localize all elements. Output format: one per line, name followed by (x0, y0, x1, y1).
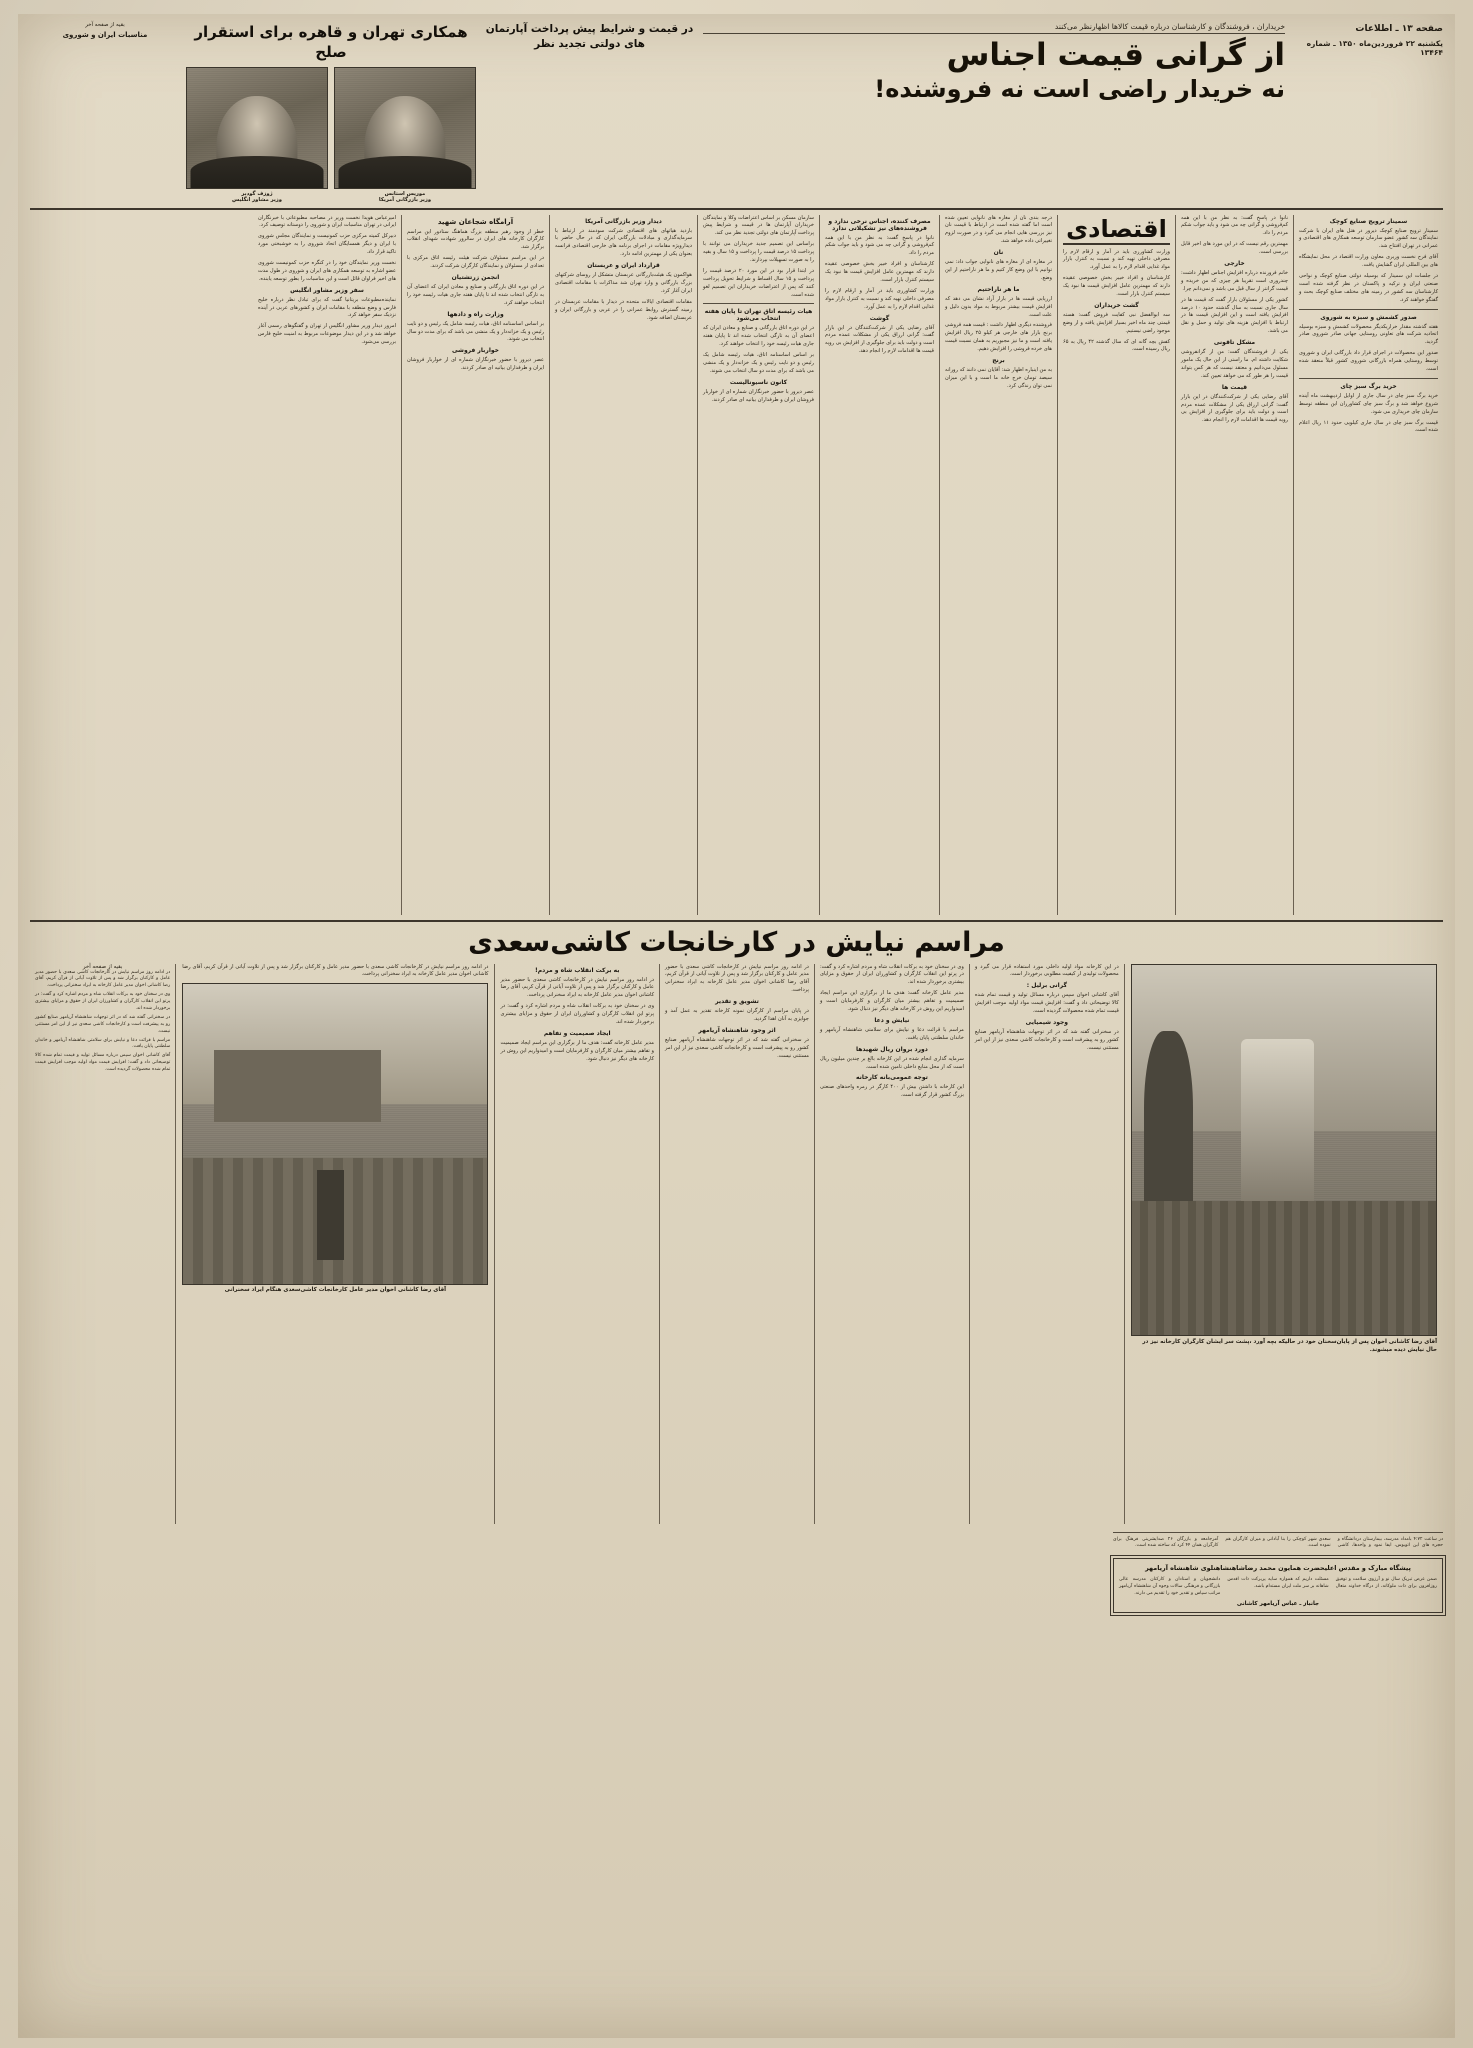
main-article-grid (30, 215, 1443, 915)
section2-grid (30, 964, 1443, 1524)
econ-consumer-heading: مصرف کننده، اجناس نرخی ندارد و فروشنده‌های نیز تشکیلاتی ندارد (828, 217, 931, 232)
shahid-body: خطر از وجود رهبر منطقه بزرگ هماهنگ ستادور این مراسم کارگران کارخانه های ایران در سالروز شهادت شهدای انقلاب برگزار شد. در این مراسم مسئولان شرکت هیئت رئیسه اتاق مرکزی با تعدادی از مسئولان و نمایندگان کارگران شرکت کردند. (407, 228, 544, 270)
s2c1-body: در این کارخانه مواد اولیه داخلی مورد استفاده قرار می گیرد و محصولات تولیدی از کیفیت مطلوبی برخوردار است. (974, 963, 1119, 978)
khbar-heading: خواربار فروشی (451, 347, 499, 355)
factory-figure (317, 1170, 344, 1260)
seminar-body: سمینار ترویج صنایع کوچک دیروز در هتل های ایران با شرکت نمایندگان سه کشور عضو سازمان توسعه همکاری های اقتصادی و عمرانی در تهران افتتاح شد. آقای فرح نخست وزیری معاون وزارت اقتصاد در محل نمایشگاه های بین المللی ایران گشایش یافت. در جلسات این سمینار که بوسیله دولتی صنایع کوچک و نواحی صنعتی ایران و ترکیه و پاکستان در نظر گرفته شده است کارشناسان سه کشور در زمینه های مختلف صنایع کوچک بحث و گفتگو خواهند کرد. (1299, 227, 1438, 303)
econ-taghuni-heading: مشکل تاقونی (1213, 339, 1256, 347)
zartoshtian-body: در این دوره اتاق بازرگانی و صنایع و معادن ایران که اعضای آن به تازگی انتخاب شده اند تا پایان هفته جاری هیات رئیسه خود را انتخاب خواهند کرد. (407, 283, 544, 306)
column-econ-3 (939, 215, 1057, 915)
ceremony-photo (1131, 964, 1437, 1336)
divider (1299, 378, 1438, 379)
s2-dorud-heading: دورد بروان ریال شهیدها (855, 1045, 928, 1053)
issue-date: یکشنبه ۲۲ فروردین‌ماه ۱۳۵۰ ـ شماره ۱۳۴۶۴ (1306, 39, 1443, 58)
main-headline: از گرانی قیمت اجناس (946, 37, 1285, 73)
congrats-title: پیشگاه مبارک و مقدس اعلیحضرت همایون محمد رضاشاهنشاهنلوی شاهنشاه آریامهر (1145, 1563, 1411, 1572)
shahid-heading: آرامگاه شجاعان شهید (437, 217, 514, 226)
section2-col-1 (969, 964, 1124, 1524)
relations-title: مناسبات ایران و شوروی (62, 31, 148, 39)
s2-tavajoh-heading: توجه عمومی‌بانه کارخانه (855, 1074, 928, 1082)
s2-barekat-heading: به برکت انقلاب شاه و مردم! (535, 966, 620, 974)
rah-body: بر اساس اساسنامه اتاق، هیات رئیسه شامل یک رئیس و دو نایب رئیس و یک خزانه‌دار و یک منشی می باشد که برای مدت دو سال انتخاب می شوند. (407, 320, 544, 343)
section2-col-2 (814, 964, 969, 1524)
column-econ-1 (1175, 215, 1293, 915)
s2c3-body2: در پایان مراسم از کارگران نمونه کارخانه تقدیر به عمل آمد و جوایزی به آنان اهدا گردید. (665, 1008, 809, 1022)
s2-asar-heading: اثر وجود شاهنشاه آریامهر (698, 1026, 776, 1034)
portrait-photo-2 (186, 67, 328, 189)
factory-building (214, 1050, 381, 1122)
factory-photo (182, 983, 488, 1285)
bottom-spacer (30, 1528, 1107, 1613)
s2-tashvigh-heading: تشویق و تقدیر (715, 998, 759, 1006)
s2c4-body: در ادامه روز مراسم نیایش در کارخانجات کاشی سعدی با حضور مدیر عامل و کارکنان برگزار شد و پس از تلاوت آیاتی از قرآن کریم، آقای رضا کاشانی اخوان مدیر عامل کارخانه به ایراد سخنرانی پرداخت. وی در سخنان خود به برکات انقلاب شاه و مردم اشاره کرد و گفت: در پرتو این انقلاب کارگران و کشاورزان ایران از حقوق و مزایای بیشتری برخوردار شده اند. (500, 976, 655, 1025)
bazargani-body: بازدید هیاتهای های اقتصادی شرکت سودمند در ارتباط با سرمایه‌گذاری و مبادلات بازرگانی ایران که در حال حاضر با دیدارویژه مقامات در اجرای برنامه های خارجی اقتصادی فرانسه بعنوان یکی از مهمترین ادامه دارد. (555, 227, 692, 258)
apartment-body: سازمان مسکن بر اساس اعتراضات وکلا و نمایندگان خریداران آپارتمان ها در قیمت و شرایط پیش پرداخت آپارتمان های دولتی تجدید نظر می کند. براساس این تصمیم جدید خریداران می توانند با پرداخت ۱۵ درصد قیمت را پرداخت و ۱۵ سال و بقیه را به صورت تسهیلات بپردازند. در ابتدا قرار بود در این مورد ۲۰ درصد قیمت را پرداخت و ۱۵ سال اقساط و شرایط تحویل پرداخت کنند که پس از اعتراضات خریداران این تصمیم لغو شده است. (703, 214, 815, 298)
s2c1-body2: آقای کاشانی اخوان سپس درباره مسائل تولید و قیمت تمام شده کالا توضیحاتی داد و گفت: افزایش قیمت مواد اولیه موجب افزایش قیمت تمام شده محصولات گردیده است. (974, 992, 1119, 1015)
econ-meat-body: آقای رضایی یکی از شرکت‌کنندگان در این بازار گفت: گرانی ارزاق یکی از مشکلات عمده مردم است و دولت باید برای جلوگیری از افزایش بی رویه قیمت ها اقدامات لازم را انجام دهد. (825, 324, 934, 355)
photo-carpet (1132, 1201, 1436, 1334)
econ-taghuni-body: یکی از فروشندگان گفت: من از گرانفروشی شکایت داشته ام. ما راستی از این حال یک مامور مسئول می‌دانیم و معتقد نیست که هر کس بتواند قیمت را هر طور که می خواهد تعیین کند. (1181, 349, 1288, 379)
column-econ-2 (1057, 215, 1175, 915)
congrats-body: ضمن عرض تبریک سال نو و آرزوی سلامت و توفیق روزافزون برای ذات ملوکانه، از درگاه خداوند متعال مسئلت داریم که همواره سایه پربرکت ذات اقدس شاهانه بر سر ملت ایران مستدام باشد. دانشجویان و استادان و کارکنان مدرسه عالی بازرگانی و فرهنگی سالات وجوه آن شاهنشاه آریامهر مراتب سپاس و تقدیر خود را تقدیم می دارند. (1119, 1577, 1437, 1597)
s2c1-body3: در سخنرانی گفته شد که در اثر توجهات شاهنشاه آریامهر صنایع کشور رو به پیشرفت است و کارخانجات کاشی سعدی نیز از این امر مستثنی نیست. (974, 1028, 1119, 1051)
econ-consumer-body: نانوا در پاسخ گفت: به نظر من با این همه کم‌فروشی و گرانی چه می شود و باید جواب شکم مردم را داد. کارشناسان و افراد خبیر بخش خصوصی عقیده دارند که مهمترین عامل افزایش قیمت ها نبود یک سیستم کنترل بازار است. وزارت کشاورزی باید در آمار و ارقام لازم را مصرفی داخلی تهیه کند و نسبت به کنترل بازار مواد غذایی اقدام لازم را به عمل آورد. (825, 234, 934, 310)
masthead-center (703, 22, 1285, 203)
econ-bread-body: در مغازه ای از مغازه های نانوایی جواب داد: نمی توانیم با این وضع کار کنیم و ما هر ناراحتیم از این وضع. (945, 259, 1052, 281)
portrait-caption-2: ژوزف گودبر وزیر مشاور انگلیس (232, 190, 282, 203)
econ-prices-body: آقای رضایی یکی از شرکت‌کنندگان در این بازار گفت: گرانی ارزاق یکی از مشکلات عمده مردم است و دولت باید برای جلوگیری از افزایش بی رویه قیمت ها اقدامات لازم را انجام دهد. (1181, 393, 1288, 424)
column-shahid (401, 215, 549, 915)
divider (703, 303, 814, 304)
econ-bread-heading: نان (993, 249, 1004, 257)
saudi-body: هواکمون یک هیئت‌بازرگانی عربستان متشکل از روسای شرکتهای بزرگ بازرگانی و وارد تهران شد مذاکرات با مقامات اقتصادی ایران آغاز کرد. مقامات اقتصادی ایالات متحده در دیدار با مقامات عربستان در زمینه گسترش روابط عمرانی را در عربی و بازرگانی ایران و عربستان اضافه شود. (555, 272, 692, 321)
econ-rice-heading: برنج (992, 356, 1005, 364)
econ-narahat-heading: ما هر ناراحتیم (977, 285, 1020, 293)
rah-heading: وزارت راه و دادهها (447, 310, 504, 318)
congrats-signature: جانباز ـ عباس آریامهر کاشانی (1236, 1600, 1320, 1607)
s2-shimi-heading: وجود شیمیایی (1025, 1018, 1069, 1026)
masthead-divider (30, 208, 1443, 210)
photo-speaker (1241, 1039, 1314, 1209)
s2c2-body: وی در سخنان خود به برکات انقلاب شاه و مردم اشاره کرد و گفت: در پرتو این انقلاب کارگران و کشاورزان ایران از حقوق و مزایای بیشتری برخوردار شده اند. مدیر عامل کارخانه گفت: هدف ما از برگزاری این مراسم ایجاد صمیمیت و تفاهم بیشتر میان کارگران و کارفرمایان است و امیدواریم این روش در کارخانه های دیگر نیز دنبال شود. (819, 963, 964, 1012)
s2-far-right-body: در ادامه روز مراسم نیایش در کارخانجات کاشی سعدی با حضور مدیر عامل و کارکنان برگزار شد و پس از تلاوت آیاتی از قرآن کریم، آقای رضا کاشانی اخوان مدیر عامل کارخانه به ایراد سخنرانی پرداخت. وی در سخنان خود به برکات انقلاب شاه و مردم اشاره کرد و گفت: در پرتو این انقلاب کارگران و کشاورزان ایران از حقوق و مزایای بیشتری برخوردار شده اند. در سخنرانی گفته شد که در اثر توجهات شاهنشاه آریامهر صنایع کشور رو به پیشرفت است و کارخانجات کاشی سعدی نیز از این امر مستثنی نیست. مراسم با قرائت دعا و نیایش برای سلامتی شاهنشاه آریامهر و خاندان سلطنتی پایان یافت. آقای کاشانی اخوان سپس درباره مسائل تولید و قیمت تمام شده کالا توضیحاتی داد و گفت: افزایش قیمت مواد اولیه موجب افزایش قیمت تمام شده محصولات گردیده است. (35, 969, 171, 1073)
portrait-photo-1 (334, 67, 476, 189)
photo-tree (1144, 1031, 1193, 1223)
bazargani-heading: دیدار وزیر بازرگانی آمریکا (585, 217, 662, 225)
kanoon-body: عصر دیروز با حضور خبرنگاران شماره ای از خواربار فروشان ایران و طرفداران بیانیه ای صادر کردند. (703, 388, 814, 403)
main-subheadline: نه خریدار راضی است نه فروشنده! (874, 75, 1285, 103)
s2c3-body: در ادامه روز مراسم نیایش در کارخانجات کاشی سعدی با حضور مدیر عامل و کارکنان برگزار شد و پس از تلاوت آیاتی از قرآن کریم، آقای رضا کاشانی اخوان مدیر عامل کارخانه به ایراد سخنرانی پرداخت. (665, 963, 809, 994)
section2-col-3 (659, 964, 814, 1524)
ceremony-photo-caption: آقای رضا کاشانی اخوان پس از پایان‌سخنان خود در حالیکه بچه آورد ،پشت سر ایشان کارگران کارخانه نیز در حال نیایش دیده میشوند. (1142, 1338, 1437, 1354)
column-relations (253, 215, 401, 915)
column-sabt (1293, 215, 1443, 915)
s2c3-body3: در سخنرانی گفته شد که در اثر توجهات شاهنشاه آریامهر صنایع کشور رو به پیشرفت است و کارخانجات کاشی سعدی نیز از این امر مستثنی نیست. (665, 1036, 809, 1059)
section-divider (30, 920, 1443, 922)
s2c2-body3: سرمایه گذاری انجام شده در این کارخانه بالغ بر چندین میلیون ریال است که از محل منابع داخلی تامین شده است. (819, 1055, 964, 1070)
econ-rice-body: به من اینباره اظهار شد: آقایان نمی دانند که روزانه سیصد تومان خرج خانه ما است و با این میزان نمی توان زندگی کرد. (945, 366, 1052, 389)
section2-photo-right (175, 964, 494, 1524)
economy-section-title: اقتصادی (1063, 215, 1170, 245)
raisins-heading: صدور کشمش و سبزه به شوروی (1320, 313, 1417, 321)
s2c2-body2: مراسم با قرائت دعا و نیایش برای سلامتی شاهنشاه آریامهر و خاندان سلطنتی پایان یافت. (819, 1026, 964, 1041)
kanoon-heading: کانون ناسیونالیست (729, 378, 788, 386)
portrait-shoulders-2 (191, 156, 324, 187)
heyat-heading: هیات رئیسه اتاق تهران تا پایان هفته انتخاب می‌شود (704, 308, 813, 323)
divider (1113, 1532, 1443, 1533)
column-econ-4 (819, 215, 939, 915)
econ-foreign-body: خانم فروزنده درباره افزایش اجناس اظهار داشت: چندروزی است تقریبا هر چیزی که من خریده و قیمت گرانتر از سال قبل می باشد و نمی‌دانم چرا. کشور یکی از مسئولان بازار گفت که قیمت ها در سال جاری نسبت به سال گذشته حدود ۱۰ درصد افزایش یافته است و این افزایش قیمت ها در ارتباط با افزایش هزینه های تولید و حمل و نقل می باشد. (1181, 269, 1288, 335)
econ3-body: درجه بندی نان از مغازه های نانوایی تعیین شده است اما گفته شده است در ارتباط با قیمت نان نیز بررسی هایی انجام می گیرد و در صورت لزوم تغییراتی داده خواهد شد. (945, 214, 1052, 245)
page-label: صفحه ۱۳ ـ اطلاعات (1355, 24, 1443, 34)
raisins-body: هفته گذشته مقدار خرازیکدیگر محصولات کشمش و سبزه بوسیله اتحادیه شرکت های تعاونی روستایی جهانی صادر شوروی صادر گردید. صدور این محصولات در اجرای قرار داد بازرگانی ایران و شوروی توسط روستایی همراه بازرگانی شوروی کشور قبلاً منعقد شده است. (1299, 323, 1438, 372)
uk-minister-body: نماینده‌مطبوعات بریتانیا گفت که برای تبادل نظر درباره خلیج فارس و وضع منطقه با مقامات ایران و کشورهای عربی در آینده نزدیک سفر خواهد کرد. امروز دیدار وزیر مشاور انگلیس از تهران و گفتگوهای رسمی آغاز خواهد شد و در این دیدار موضوعات مربوط به امنیت خلیج فارس بررسی می‌شود. (258, 296, 396, 346)
relations-body: امیرعباس هویدا نخست وزیر در مصاحبه مطبوعاتی با خبرنگاران ایرانی در تهران مناسبات ایران و شوروی را دوستانه توصیف کرد. دبیرکل کمیته مرکزی حزب کمونیست و نمایندگان مجلس شوروی با ایران و دیگر همسایگان اتحاد شوروی را به خوشبختی مورد تاکید قرار داد. نخست وزیر نمایندگان خود را در کنگره حزب کمونیست شوروی عضو اشاره به توسعه همکاری های ایران و شوروی در طول مدت های اخیر فراوان قائل است و این مناسبات را بطور توسعه یابنده. (258, 214, 396, 282)
econ-gasht-heading: گشت خریداران (1094, 301, 1139, 309)
apartment-article-title: در قیمت و شرایط پیش پرداخت آپارتمان های دولتی تجدید نظر (485, 23, 694, 50)
paper-sheet (18, 14, 1455, 2038)
divider (1299, 309, 1438, 310)
uk-minister-heading: سفر وزیر مشاور انگلیس (290, 286, 364, 294)
econ2-body: وزارت کشاورزی باید در آمار و ارقام لازم را مصرفی داخلی تهیه کند و نسبت به کنترل بازار مواد غذایی اقدام لازم را به عمل آورد. کارشناسان و افراد خبیر بخش خصوصی عقیده دارند که مهمترین عامل افزایش قیمت ها نبود یک سیستم کنترل بازار است. (1063, 248, 1170, 297)
masthead-mid-left-col (482, 22, 697, 203)
econ-meat-heading: گوشت (869, 314, 890, 322)
seminar-heading: سمینار ترویج صنایع کوچک (1329, 217, 1408, 225)
section2-headline: مراسم نیایش در کارخانجات کاشی‌سعدی (468, 926, 1005, 958)
masthead-far-right-col (30, 22, 180, 203)
tea-body: خرید برگ سبز چای در سال جاری از اوایل اردیبهشت ماه آینده شروع خواهد شد و برگ سبز چای کشاورزان این منطقه توسط سازمان چای خریداری می شود. قیمت برگ سبز چای در سال جاری کیلویی حدود ۱۱ ریال اعلام شده است. (1299, 392, 1438, 434)
econ-narahat-body: ارزیابی قیمت ها در بازار آزاد نشان می دهد که افزایش قیمت بیشتر مربوط به مواد بدون دلیل و علت است. فروشنده دیگری اظهار داشت : قیمت همه فروشی برنج بازار های خارجی هر کیلو ۲۵ ریال افزایش یافته است و ما نیز مجبوریم به همان نسبت قیمت های خرده فروشی را افزایش دهیم. (945, 295, 1053, 353)
continued-label: بقیه از صفحه آخر (85, 22, 125, 28)
s2-continued-label: بقیه از صفحه آخر (82, 963, 123, 970)
s2-niyayesh-heading: نیایش و دعا (874, 1016, 910, 1024)
tea-heading: خرید برگ سبز چای (1340, 382, 1397, 390)
econ-gasht-body: سه ابوالفضل نبی کفایت فروش گفت: هسته قیمتی چند ماه اخیر بسیار افزایش یافته و از وضع موجود راضی نیستیم. کفش بچه گانه ای که سال گذشته ۴۲ ریال به ۶۵ ریال رسیده است. (1063, 311, 1170, 353)
section2-photo-left (1124, 964, 1443, 1524)
masthead-row (30, 22, 1443, 203)
bottom-left-text: در ساعت ۴:۷۲ بامداد مدرسه، بیمارستان دردانشگاه و حجره های این اتوبوس، ایفا نمود و واحدها، کاشی سعدی شهر کوچکی را بنا آبادانی و میزان کارگران هم نموده است. آمرجامعه و بازرگان ۲۶ صدایشرینی فرهنگ برای کارگران همان ۴۴ کرد که ساخته شده است. (1113, 1536, 1444, 1549)
s2-samimiyat-heading: ایجاد صمیمیت و تفاهم (543, 1029, 611, 1037)
khbar-body: عصر دیروز با حضور خبرنگاران شماره ای از خواربار فروشان ایران و طرفداران بیانیه ای صادر کردند. (407, 357, 544, 372)
s2-grani-heading: گرانی برلیل : (1026, 982, 1067, 990)
section2-col-4 (494, 964, 659, 1524)
column-bazargani (549, 215, 697, 915)
saudi-heading: قرارداد ایران و عربستان (587, 262, 660, 270)
factory-photo-caption: آقای رضا کاشانی اخوان مدیر عامل کارخانجات کاشی‌سعدی هنگام ایراد سخنرانی (224, 1287, 447, 1294)
zartoshtian-heading: انجمن زرتشتیان (451, 273, 500, 281)
column-econ-5 (697, 215, 819, 915)
heyat-body: در این دوره اتاق بازرگانی و صنایع و معادن ایران که اعضای آن به تازگی انتخاب شده اند تا پایان هفته جاری هیات رئیسه خود را انتخاب خواهند کرد. بر اساس اساسنامه اتاق، هیات رئیسه شامل یک رئیس و دو نایب رئیس و یک خزانه‌دار و یک منشی می باشد که برای مدت دو سال انتخاب می شوند. (703, 325, 814, 374)
section2-col-far-right (30, 964, 175, 1524)
s2c4-body2: مدیر عامل کارخانه گفت: هدف ما از برگزاری این مراسم ایجاد صمیمیت و تفاهم بیشتر میان کارگران و کارفرمایان است و امیدواریم این روش در کارخانه های دیگر نیز دنبال شود. (500, 1039, 655, 1062)
cooperation-article-title: همکاری تهران و قاهره برای استقرار صلح (194, 23, 468, 62)
bottom-left-col (1113, 1528, 1443, 1613)
portrait-shoulders-1 (339, 156, 472, 187)
portrait-caption-1: موریس استانس وزیر بازرگانی آمریکا (378, 190, 432, 203)
bottom-row (30, 1528, 1443, 1613)
congrats-box (1113, 1558, 1443, 1613)
econ-prices-heading: قیمت ها (1221, 383, 1248, 391)
masthead-top-right-col (186, 22, 476, 203)
s2c2-body4: این کارخانه با داشتن بیش از ۴۰۰ کارگر در زمره واحدهای صنعتی بزرگ کشور قرار گرفته است. (819, 1084, 964, 1099)
econ1-body: نانوا در پاسخ گفت: به نظر من با این همه کم‌فروشی و گرانی چه می شود و باید جواب شکم مردم را داد. مهمترین رقم نیست که در این مورد های اخیر قابل بررسی است. (1181, 214, 1288, 256)
s2-right-lead: در ادامه روز مراسم نیایش در کارخانجات کاشی سعدی با حضور مدیر عامل و کارکنان برگزار شد و پس از تلاوت آیاتی از قرآن کریم، آقای رضا کاشانی اخوان مدیر عامل کارخانه به ایراد سخنرانی پرداخت. (182, 963, 489, 978)
masthead-left-col (1291, 22, 1443, 203)
econ-foreign-heading: خارجی (1224, 259, 1245, 267)
masthead-kicker: خریداران ، فروشندگان و کارشناسان درباره قیمت کالاها اظهارنظر می‌کنند (703, 22, 1285, 34)
